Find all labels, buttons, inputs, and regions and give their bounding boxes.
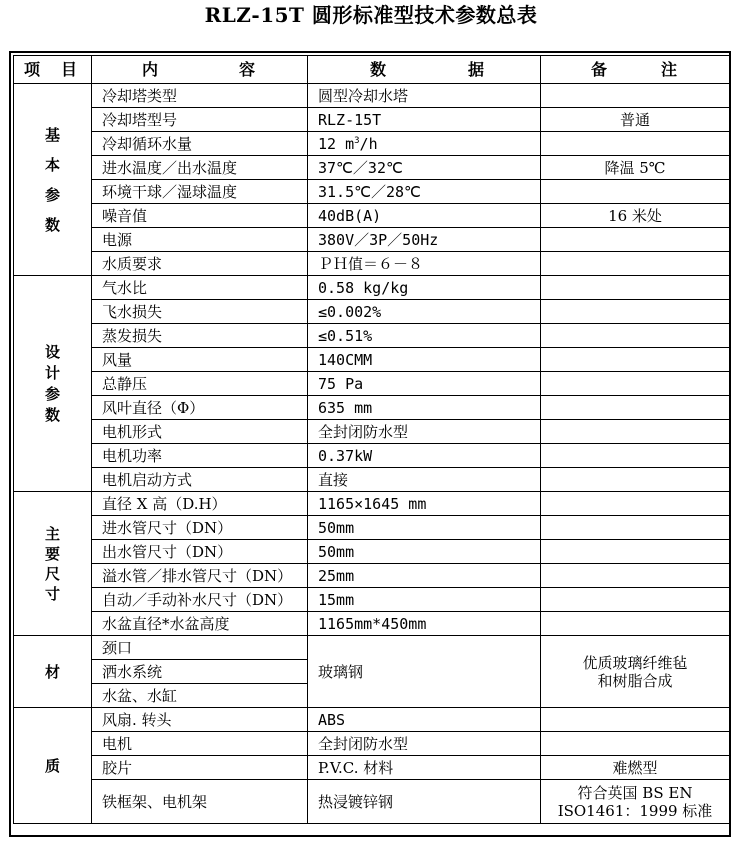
section-design: 设 计 参 数: [14, 276, 92, 492]
table-row: [14, 132, 730, 156]
table-row: [14, 468, 730, 492]
cell-remark: [541, 588, 730, 612]
cell-remark: [541, 708, 730, 732]
table-row: [14, 540, 730, 564]
cell-remark: [541, 252, 730, 276]
header-data: 数 据: [308, 56, 541, 84]
cell-content: 颈口: [92, 636, 308, 660]
cell-content: 风量: [92, 348, 308, 372]
cell-remark: 难燃型: [541, 756, 730, 780]
cell-remark: [541, 84, 730, 108]
section-basic: 基 本 参 数: [14, 84, 92, 276]
cell-content: 自动／手动补水尺寸（DN）: [92, 588, 308, 612]
cell-content: 电机功率: [92, 444, 308, 468]
cell-content: 电机形式: [92, 420, 308, 444]
table-row: [14, 84, 730, 108]
table-row: [14, 228, 730, 252]
cell-content: 出水管尺寸（DN）: [92, 540, 308, 564]
cell-data: 75 Pa: [308, 372, 541, 396]
cell-content: 进水管尺寸（DN）: [92, 516, 308, 540]
cell-content: 冷却塔类型: [92, 84, 308, 108]
header-item: 项 目: [14, 56, 92, 84]
table-row: [14, 708, 730, 732]
cell-data: 37℃／32℃: [308, 156, 541, 180]
section-dimensions: 主 要 尺 寸: [14, 492, 92, 636]
cell-content: 噪音值: [92, 204, 308, 228]
cell-data: 1165mm*450mm: [308, 612, 541, 636]
cell-remark: [541, 564, 730, 588]
cell-remark: [541, 540, 730, 564]
cell-data: 25mm: [308, 564, 541, 588]
cell-data: ABS: [308, 708, 541, 732]
cell-content: 冷却塔型号: [92, 108, 308, 132]
cell-data: 635 mm: [308, 396, 541, 420]
cell-data: 0.58 kg/kg: [308, 276, 541, 300]
cell-content: 水盆直径*水盆高度: [92, 612, 308, 636]
cell-remark: [541, 420, 730, 444]
cell-remark: [541, 396, 730, 420]
cell-remark: [541, 492, 730, 516]
cell-content: 风扇. 转头: [92, 708, 308, 732]
cell-remark: 普通: [541, 108, 730, 132]
cell-remark: [541, 732, 730, 756]
table-row: [14, 636, 730, 660]
cell-remark-frp: 优质玻璃纤维毡 和树脂合成: [541, 636, 730, 708]
cell-content: 蒸发损失: [92, 324, 308, 348]
cell-content: 气水比: [92, 276, 308, 300]
table-row: [14, 276, 730, 300]
cell-remark: 符合英国 BS EN ISO1461：1999 标准: [541, 780, 730, 824]
cell-content: 洒水系统: [92, 660, 308, 684]
table-row: [14, 324, 730, 348]
table-row: [14, 588, 730, 612]
cell-remark: [541, 468, 730, 492]
table-row: [14, 300, 730, 324]
cell-data: 140CMM: [308, 348, 541, 372]
cell-data: P.V.C. 材料: [308, 756, 541, 780]
cell-content: 溢水管／排水管尺寸（DN）: [92, 564, 308, 588]
cell-content: 胶片: [92, 756, 308, 780]
spec-table: [13, 55, 730, 824]
cell-data: 12 $m^3/h$: [308, 132, 541, 156]
cell-content: 直径 X 高（D.H）: [92, 492, 308, 516]
cell-remark: [541, 516, 730, 540]
cell-data: 0.37kW: [308, 444, 541, 468]
table-row: [14, 108, 730, 132]
header-remark: 备 注: [541, 56, 730, 84]
cell-data: 全封闭防水型: [308, 420, 541, 444]
table-row: [14, 444, 730, 468]
table-row: [14, 516, 730, 540]
cell-content: 总静压: [92, 372, 308, 396]
cell-remark: [541, 324, 730, 348]
section-material-top: 材: [14, 636, 92, 708]
cell-content: 铁框架、电机架: [92, 780, 308, 824]
table-row: [14, 420, 730, 444]
cell-remark: [541, 300, 730, 324]
cell-data: 31.5℃／28℃: [308, 180, 541, 204]
cell-content: 飞水损失: [92, 300, 308, 324]
cell-data: 热浸镀锌钢: [308, 780, 541, 824]
cell-data: ≤0.51%: [308, 324, 541, 348]
cell-data: 1165×1645 mm: [308, 492, 541, 516]
header-content: 内 容: [92, 56, 308, 84]
cell-content: 电机启动方式: [92, 468, 308, 492]
section-material-bottom: 质: [14, 708, 92, 824]
table-row: [14, 372, 730, 396]
table-row: [14, 396, 730, 420]
cell-remark: 降温 5℃: [541, 156, 730, 180]
cell-content: 进水温度／出水温度: [92, 156, 308, 180]
cell-data-frp: 玻璃钢: [308, 636, 541, 708]
cell-data: RLZ-15T: [308, 108, 541, 132]
cell-data: ＰＨ值＝６－８: [308, 252, 541, 276]
cell-data: ≤0.002%: [308, 300, 541, 324]
cell-data: 50mm: [308, 540, 541, 564]
cell-content: 水质要求: [92, 252, 308, 276]
cell-content: 电机: [92, 732, 308, 756]
cell-content: 风叶直径（Φ）: [92, 396, 308, 420]
table-row: [14, 612, 730, 636]
cell-content: 电源: [92, 228, 308, 252]
cell-remark: 16 米处: [541, 204, 730, 228]
table-row: [14, 780, 730, 824]
cell-remark: [541, 348, 730, 372]
table-row: [14, 732, 730, 756]
header-row: [14, 56, 730, 84]
table-row: [14, 564, 730, 588]
cell-remark: [541, 372, 730, 396]
table-row: [14, 348, 730, 372]
cell-remark: [541, 444, 730, 468]
table-row: [14, 204, 730, 228]
cell-remark: [541, 276, 730, 300]
table-row: [14, 252, 730, 276]
page-title: RLZ-15T 圆形标准型技术参数总表: [204, 3, 538, 27]
cell-remark: [541, 132, 730, 156]
cell-content: 环境干球／湿球温度: [92, 180, 308, 204]
cell-data: 直接: [308, 468, 541, 492]
table-row: [14, 756, 730, 780]
table-row: [14, 156, 730, 180]
cell-content: 冷却循环水量: [92, 132, 308, 156]
cell-remark: [541, 612, 730, 636]
cell-remark: [541, 180, 730, 204]
cell-remark: [541, 228, 730, 252]
cell-content: 水盆、水缸: [92, 684, 308, 708]
cell-data: 50mm: [308, 516, 541, 540]
cell-data: 圆型冷却水塔: [308, 84, 541, 108]
table-row: [14, 492, 730, 516]
table-row: [14, 180, 730, 204]
cell-data: 15mm: [308, 588, 541, 612]
cell-data: 40dB(A): [308, 204, 541, 228]
cell-data: 全封闭防水型: [308, 732, 541, 756]
cell-data: 380V／3P／50Hz: [308, 228, 541, 252]
